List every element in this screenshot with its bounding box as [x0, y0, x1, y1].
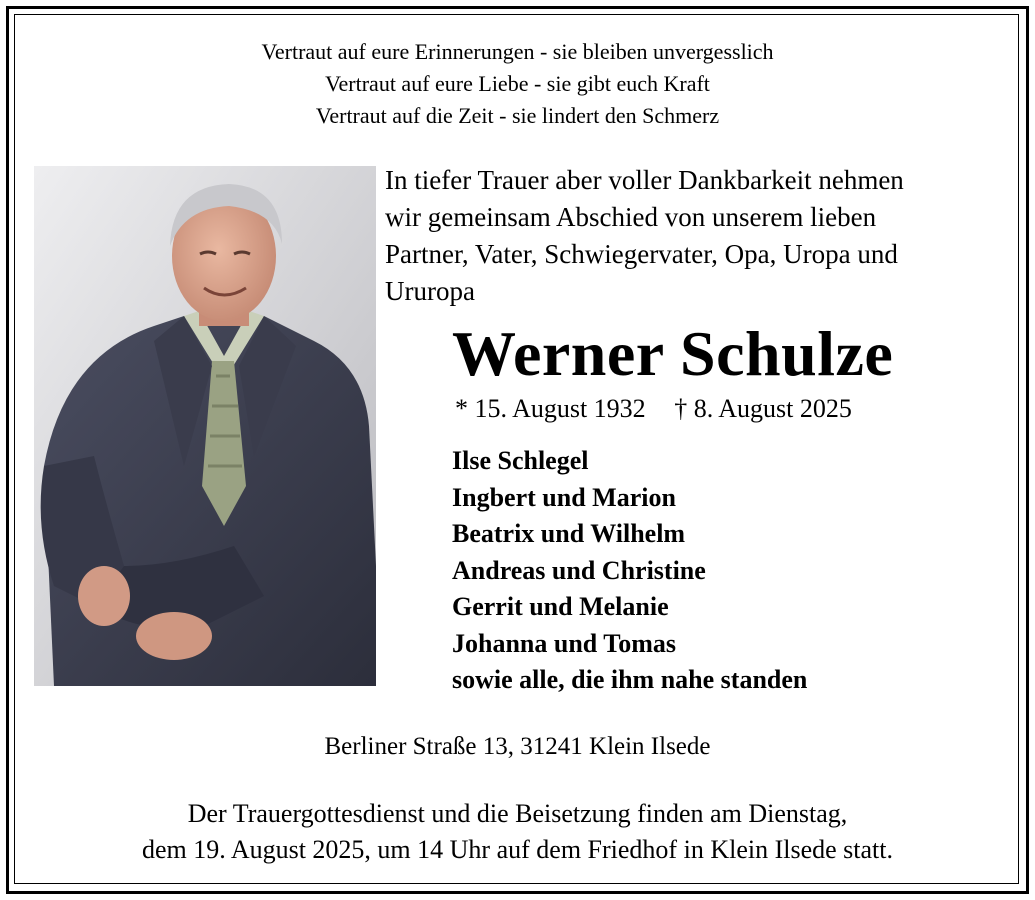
mourners-list [452, 443, 807, 699]
mourner-entry: Gerrit und Melanie [452, 592, 669, 621]
intro-line: Ururopa [385, 276, 475, 306]
birth-date: * 15. August 1932 [455, 394, 646, 423]
intro-line: wir gemeinsam Abschied von unserem lieben [385, 202, 877, 232]
service-line: Der Trauergottesdienst und die Beisetzung finden am Dienstag, [187, 799, 848, 828]
intro-line: Partner, Vater, Schwiegervater, Opa, Uropa und [385, 239, 898, 269]
mourner-entry: Johanna und Tomas [452, 628, 677, 658]
death-date: † 8. August 2025 [674, 394, 852, 423]
motto-line: Vertraut auf die Zeit - sie lindert den Schmerz [315, 103, 720, 128]
intro-line: In tiefer Trauer aber voller Dankbarkeit nehmen [385, 165, 904, 195]
portrait-illustration [34, 166, 376, 686]
portrait-photo [34, 166, 376, 686]
service-line: dem 19. August 2025, um 14 Uhr auf dem Friedhof in Klein Ilsede statt. [141, 835, 893, 864]
mourner-entry: Beatrix und Wilhelm [452, 519, 686, 548]
motto-line: Vertraut auf eure Erinnerungen - sie bleiben unvergesslich [261, 39, 774, 64]
mourning-address: Berliner Straße 13, 31241 Klein Ilsede [324, 733, 711, 760]
intro-text [385, 162, 1010, 310]
life-dates [455, 392, 852, 426]
deceased-name: Werner Schulze [452, 318, 894, 389]
mourner-entry: sowie alle, die ihm nahe standen [452, 665, 808, 694]
mourner-entry: Andreas und Christine [452, 555, 706, 585]
motto-line: Vertraut auf eure Liebe - sie gibt euch Kraft [325, 71, 710, 96]
funeral-service-info [0, 796, 1035, 868]
motto-verse [0, 36, 1035, 132]
mourner-entry: Ingbert und Marion [452, 482, 676, 512]
mourner-entry: Ilse Schlegel [452, 446, 589, 475]
